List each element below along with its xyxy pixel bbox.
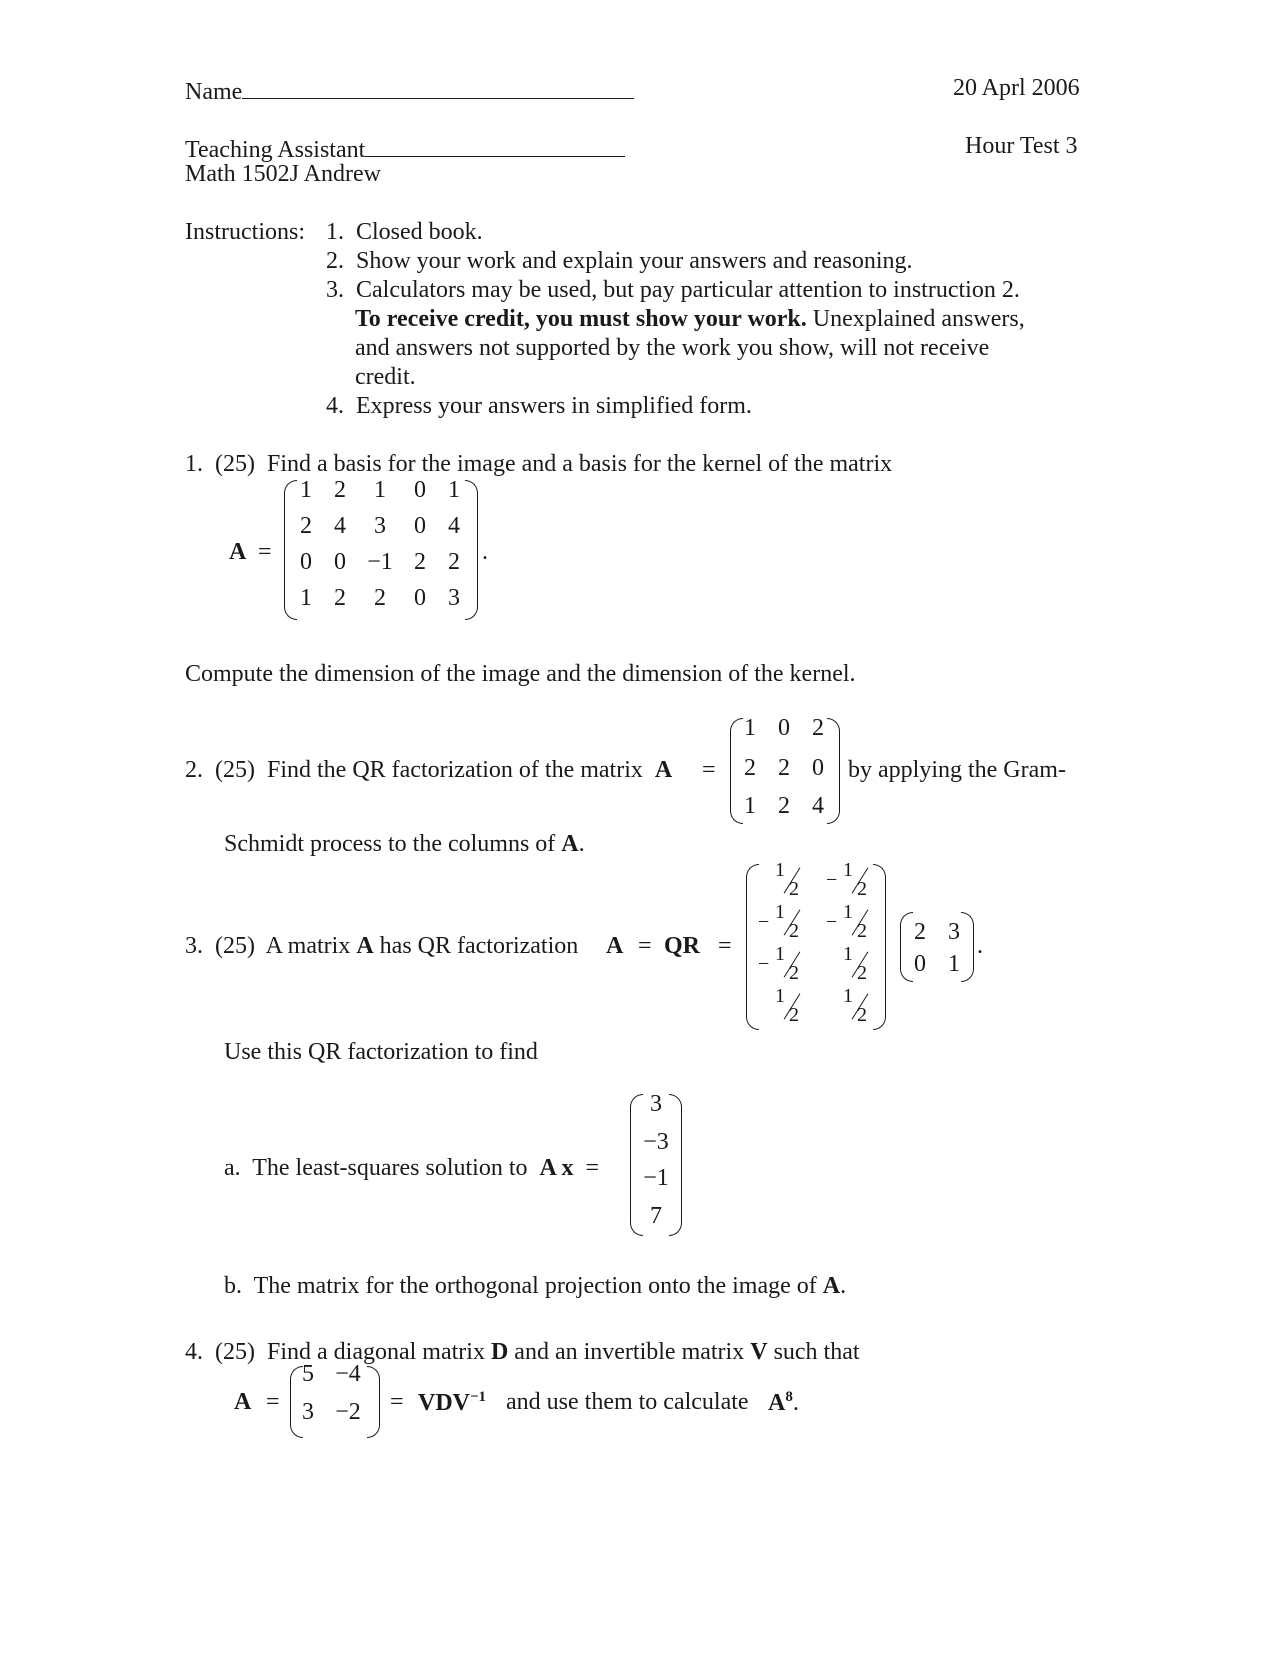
period: . xyxy=(578,831,585,857)
question-text: Find the QR factorization of the matrix xyxy=(266,757,643,783)
matrix-cell: 1 xyxy=(300,585,312,611)
q4-matrix xyxy=(290,1361,380,1438)
q3-lhs: A xyxy=(606,933,624,959)
matrix-cell: 0 xyxy=(414,477,426,503)
text: The least-squares solution to xyxy=(252,1155,528,1181)
period: . xyxy=(792,1390,799,1416)
question-number: 1. xyxy=(185,451,203,477)
course-line: Math 1502J Andrew xyxy=(185,161,381,187)
q4-equals-1: = xyxy=(266,1389,280,1415)
instruction-text: Calculators may be used, but pay particular attention to instruction 2. xyxy=(356,277,1020,303)
q2-line2 xyxy=(224,832,585,856)
matrix-cell: 2 xyxy=(914,919,926,945)
matrix-cell: 2 xyxy=(334,477,346,503)
fraction-entry xyxy=(826,859,874,900)
matrix-cell: 1 xyxy=(374,477,386,503)
question-text: Find a basis for the image and a basis for the kernel of the matrix xyxy=(266,451,893,477)
numerator: 1 xyxy=(775,943,785,965)
q4-and-text: and use them to calculate xyxy=(506,1389,749,1415)
matrix-cell: 2 xyxy=(778,793,790,819)
question-number: 2. xyxy=(185,757,203,783)
instruction-number: 4. xyxy=(326,393,344,419)
period: . xyxy=(840,1273,847,1299)
matrix-cell: 2 xyxy=(744,755,756,781)
question-points: (25) xyxy=(215,757,255,783)
q1-equals: = xyxy=(258,539,272,565)
matrix-cell: 0 xyxy=(414,585,426,611)
vdv-expression: VDV xyxy=(418,1390,470,1416)
question-points: (25) xyxy=(215,1339,255,1365)
fraction-entry xyxy=(840,986,874,1026)
denominator: 2 xyxy=(789,1004,799,1026)
text: Find a diagonal matrix xyxy=(266,1339,485,1365)
q1-followup: Compute the dimension of the image and the dimension of the kernel. xyxy=(185,661,856,687)
exam-date: 20 Aprl 2006 xyxy=(953,75,1080,101)
question-points: (25) xyxy=(215,933,255,959)
fraction-entry xyxy=(772,860,806,900)
fraction-entry xyxy=(840,944,874,984)
minus-sign: − xyxy=(826,911,838,933)
power-exponent: 8 xyxy=(785,1389,793,1405)
q4-equals-2: = xyxy=(390,1389,404,1415)
note-line-3: credit. xyxy=(355,364,416,390)
part-label: b. xyxy=(224,1273,242,1299)
fraction-entry xyxy=(826,901,874,942)
denominator: 2 xyxy=(857,920,867,942)
instruction-number: 1. xyxy=(326,219,344,245)
q3-q-matrix xyxy=(746,859,886,1030)
matrix-cell: 1 xyxy=(448,477,460,503)
matrix-cell: 7 xyxy=(650,1203,662,1229)
matrix-cell: 2 xyxy=(334,585,346,611)
q4-prompt xyxy=(185,1340,860,1364)
matrix-cell: −1 xyxy=(367,549,393,575)
bold-credit-note: To receive credit, you must show your work. xyxy=(355,306,807,332)
matrix-cell: 2 xyxy=(448,549,460,575)
q2-matrix xyxy=(730,715,840,824)
name-line xyxy=(185,76,634,104)
q2-prompt xyxy=(185,758,672,782)
ta-line xyxy=(185,134,625,162)
note-text: Unexplained answers, xyxy=(812,306,1025,332)
matrix-cell: 3 xyxy=(650,1091,662,1117)
matrix-cell: 3 xyxy=(302,1399,314,1425)
matrix-cell: 4 xyxy=(334,513,346,539)
matrix-cell: 2 xyxy=(414,549,426,575)
matrix-cell: 2 xyxy=(778,755,790,781)
q3-qr: QR xyxy=(664,933,700,959)
denominator: 2 xyxy=(789,962,799,984)
inverse-exponent: −1 xyxy=(470,1389,487,1405)
q2-equals: = xyxy=(702,757,716,783)
instruction-text: Closed book. xyxy=(356,219,483,245)
q1-period: . xyxy=(482,539,488,565)
q1-prompt xyxy=(185,452,892,476)
matrix-cell: 4 xyxy=(448,513,460,539)
q4-lhs: A xyxy=(234,1389,252,1415)
fraction-entry xyxy=(758,901,806,942)
left-paren xyxy=(746,864,759,1030)
instruction-3 xyxy=(326,278,1020,302)
text: such that xyxy=(773,1339,860,1365)
q3-part-a xyxy=(224,1156,599,1180)
right-paren xyxy=(873,864,886,1030)
matrix-cell: 0 xyxy=(778,715,790,741)
q3-r-matrix xyxy=(900,912,974,982)
numerator: 1 xyxy=(843,943,853,965)
matrix-symbol: A xyxy=(768,1390,786,1416)
matrix-symbol: A xyxy=(561,831,579,857)
minus-sign: − xyxy=(758,953,770,975)
matrix-cell: 3 xyxy=(448,585,460,611)
matrix-cell: 4 xyxy=(812,793,824,819)
text: A matrix xyxy=(265,933,351,959)
instruction-4 xyxy=(326,394,752,418)
q3-period: . xyxy=(977,933,983,959)
name-label: Name xyxy=(185,79,243,105)
instructions-label: Instructions: xyxy=(185,219,305,245)
note-line-2: and answers not supported by the work you show, will not receive xyxy=(355,335,990,361)
matrix-cell: −1 xyxy=(643,1165,669,1191)
matrix-symbol: D xyxy=(490,1339,509,1365)
q4-a8 xyxy=(768,1390,799,1415)
numerator: 1 xyxy=(775,985,785,1007)
text: has QR factorization xyxy=(379,933,579,959)
denominator: 2 xyxy=(857,1004,867,1026)
matrix-cell: 1 xyxy=(744,793,756,819)
matrix-cell: 1 xyxy=(948,951,960,977)
q3-use: Use this QR factorization to find xyxy=(224,1039,538,1065)
matrix-symbol: V xyxy=(750,1339,768,1365)
denominator: 2 xyxy=(857,878,867,900)
part-label: a. xyxy=(224,1155,241,1181)
q3-equals-2: = xyxy=(718,933,732,959)
text: The matrix for the orthogonal projection onto the image of xyxy=(253,1273,817,1299)
minus-sign: − xyxy=(758,911,770,933)
matrix-cell: 1 xyxy=(744,715,756,741)
ta-label: Teaching Assistant xyxy=(185,137,366,163)
matrix-cell: 2 xyxy=(812,715,824,741)
q3-prompt xyxy=(185,934,578,958)
numerator: 1 xyxy=(843,901,853,923)
q1-matrix xyxy=(284,477,478,620)
matrix-cell: 0 xyxy=(914,951,926,977)
equals: = xyxy=(585,1155,600,1181)
name-blank xyxy=(242,76,634,99)
question-number: 3. xyxy=(185,933,203,959)
matrix-cell: 2 xyxy=(374,585,386,611)
matrix-symbol: A xyxy=(822,1273,841,1299)
q4-vdv xyxy=(418,1390,486,1415)
numerator: 1 xyxy=(843,859,853,881)
matrix-cell: −3 xyxy=(643,1129,669,1155)
matrix-cell: 5 xyxy=(302,1361,314,1387)
matrix-cell: −4 xyxy=(335,1361,361,1387)
instruction-text: Show your work and explain your answers and reasoning. xyxy=(356,248,913,274)
test-title: Hour Test 3 xyxy=(965,133,1078,159)
q3-b-vector xyxy=(630,1091,682,1236)
matrix-cell: 0 xyxy=(414,513,426,539)
matrix-expression: A x xyxy=(539,1155,574,1181)
fraction-entry xyxy=(758,943,806,984)
matrix-symbol: A xyxy=(356,933,374,959)
instruction-1 xyxy=(326,220,483,244)
instruction-3-note xyxy=(355,307,1025,331)
minus-sign: − xyxy=(826,869,838,891)
q1-matrix-label: A xyxy=(229,539,247,565)
matrix-cell: 1 xyxy=(300,477,312,503)
numerator: 1 xyxy=(775,901,785,923)
matrix-cell: 0 xyxy=(334,549,346,575)
text: and an invertible matrix xyxy=(514,1339,745,1365)
q3-part-b xyxy=(224,1274,846,1298)
matrix-cell: 0 xyxy=(812,755,824,781)
q3-equals-1: = xyxy=(638,933,652,959)
question-points: (25) xyxy=(215,451,255,477)
fraction-entry xyxy=(772,986,806,1026)
right-paren xyxy=(367,1366,380,1438)
matrix-cell: 2 xyxy=(300,513,312,539)
matrix-cell: 0 xyxy=(300,549,312,575)
instruction-2 xyxy=(326,249,913,273)
q2-after: by applying the Gram- xyxy=(848,757,1066,783)
denominator: 2 xyxy=(789,878,799,900)
matrix-symbol: A xyxy=(654,757,673,783)
matrix-cell: 3 xyxy=(374,513,386,539)
matrix-cell: 3 xyxy=(948,919,960,945)
denominator: 2 xyxy=(789,920,799,942)
numerator: 1 xyxy=(775,859,785,881)
denominator: 2 xyxy=(857,962,867,984)
matrix-cell: −2 xyxy=(335,1399,361,1425)
instruction-number: 2. xyxy=(326,248,344,274)
numerator: 1 xyxy=(843,985,853,1007)
instruction-number: 3. xyxy=(326,277,344,303)
question-number: 4. xyxy=(185,1339,203,1365)
ta-blank xyxy=(365,134,625,157)
text: Schmidt process to the columns of xyxy=(224,831,556,857)
instruction-text: Express your answers in simplified form. xyxy=(356,393,752,419)
